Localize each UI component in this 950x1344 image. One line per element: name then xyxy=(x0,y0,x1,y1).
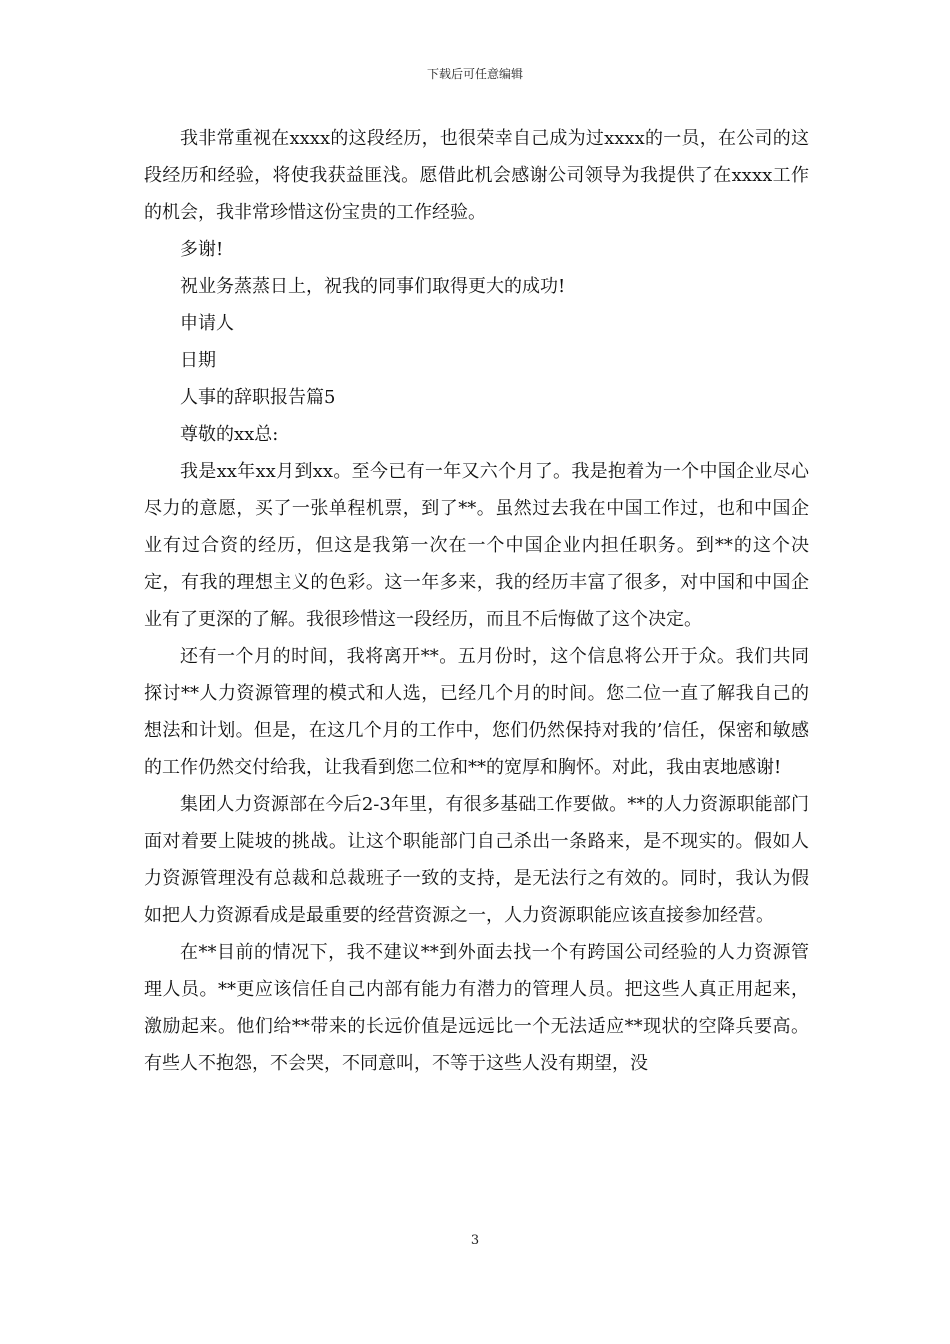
paragraph-wishes: 祝业务蒸蒸日上，祝我的同事们取得更大的成功! xyxy=(180,276,566,297)
paragraph-introduction: 我是xx年xx月到xx。至今已有一年又六个月了。我是抱着为一个中国企业尽心尽力的意愿，买了一张单程机票，到了**。虽然过去我在中国工作过，也和中国企业有过合资的经历，但这是我第一次在一个中国企业内担任职务。到**的这个决定，有我的理想主义的色彩。这一年多来，我的经历丰富了很多，对中国和中国企业有了更深的了解。我很珍惜这一段经历，而且不后悔做了这个决定。 xyxy=(144,461,809,630)
paragraph-hr-department: 集团人力资源部在今后2-3年里，有很多基础工作要做。**的人力资源职能部门面对着要上陡坡的挑战。让这个职能部门自己杀出一条路来，是不现实的。假如人力资源管理没有总裁和总裁班子一致的支持，是无法行之有效的。同时，我认为假如把人力资源看成是最重要的经营资源之一，人力资源职能应该直接参加经营。 xyxy=(144,794,809,926)
paragraph-gratitude: 我非常重视在xxxx的这段经历，也很荣幸自己成为过xxxx的一员，在公司的这段经历和经验，将使我获益匪浅。愿借此机会感谢公司领导为我提供了在xxxx工作的机会，我非常珍惜这份宝贵的工作经验。 xyxy=(144,128,809,223)
section-title: 人事的辞职报告篇5 xyxy=(180,387,336,408)
date-label: 日期 xyxy=(180,350,216,371)
paragraph-recommendation: 在**目前的情况下，我不建议**到外面去找一个有跨国公司经验的人力资源管理人员。**更应该信任自己内部有能力有潜力的管理人员。把这些人真正用起来，激励起来。他们给**带来的长远价值是远远比一个无法适应**现状的空降兵要高。有些人不抱怨，不会哭，不同意叫，不等于这些人没有期望，没 xyxy=(144,942,809,1074)
paragraph-leaving: 还有一个月的时间，我将离开**。五月份时，这个信息将公开于众。我们共同探讨**人力资源管理的模式和人选，已经几个月的时间。您二位一直了解我自己的想法和计划。但是，在这几个月的工作中，您们仍然保持对我的’信任，保密和敏感的工作仍然交付给我，让我看到您二位和**的宽厚和胸怀。对此，我由衷地感谢! xyxy=(144,646,809,778)
salutation: 尊敬的xx总: xyxy=(180,424,279,445)
document-body xyxy=(144,120,809,1082)
applicant-label: 申请人 xyxy=(180,313,234,334)
page-number: 3 xyxy=(470,1233,480,1248)
page-header: 下载后可任意编辑 xyxy=(426,67,523,81)
paragraph-thanks: 多谢! xyxy=(180,239,224,260)
